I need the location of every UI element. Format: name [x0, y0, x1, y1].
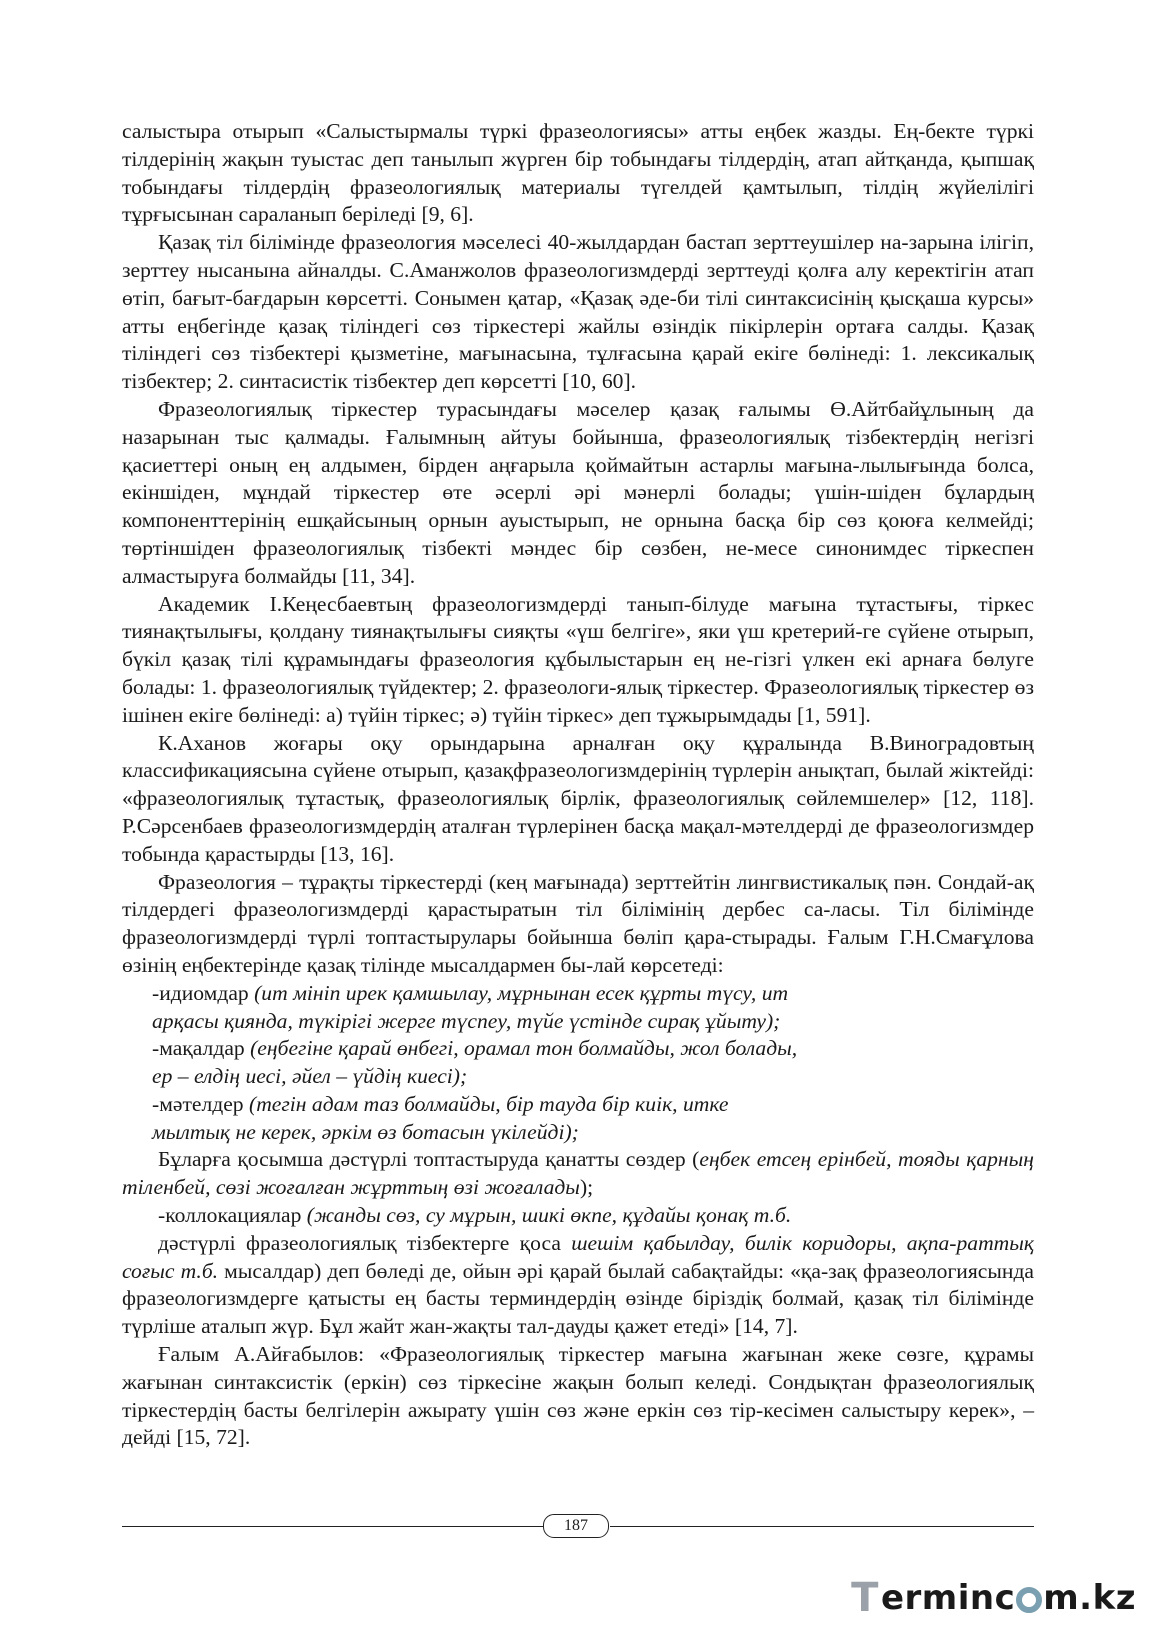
italic-example: (ит мініп ирек қамшылау, мұрнынан есек құрты түсу, ит: [254, 980, 789, 1005]
paragraph: [122, 118, 1034, 229]
watermark-text-3: m.kz: [1043, 1578, 1136, 1618]
paragraph: [122, 396, 1034, 591]
text-run: Академик І.Кеңесбаевтың фразеологизмдерді танып-білуде мағына тұтастығы, тіркес тиянақтылығы, қолдану тиянақтылығы сияқты «үш белгіге», яки үш кретерий-ге сүйене отырып, бүкіл қазақ тілі құрамындағы фразеология құбылыстарын ең не-гізгі үлкен екі арнаға бөлуге болады: 1. фразеологиялық түйдектер; 2. фразеологи-ялық тіркестер. Фразеологиялық тіркестер өз ішінен екіге бөлінеді: а) түйін тіркес; ә) түйін тіркес» деп тұжырымдады [1, 591].: [122, 591, 1034, 727]
watermark-t-letter: T: [851, 1575, 879, 1621]
text-run: салыстыра отырып «Салыстырмалы түркі фразеологиясы» атты еңбек жазды. Ең-бекте түркі тілдерінің жақын туыстас деп танылып жүрген бір тобындағы тілдердің, атап айтқанда, қыпшақ тобындағы тілдердің фразеологиялық материалы түгелдей қамтылып, тілдің жүйелілігі тұрғысынан сараланып беріледі [9, 6].: [122, 119, 1034, 227]
italic-example: арқасы қиянда, түкірігі жерге түспеу, түйе үстінде сирақ ұйыту);: [152, 1008, 781, 1033]
page-number: 187: [543, 1514, 609, 1538]
text-run: Фразеология – тұрақты тіркестерді (кең мағынада) зерттейтін лингвистикалық пән. Сондай-ақ тілдердегі фразеологизмдерді қарастыратын тіл білімінің дербес са-ласы. Тіл білімінде фразеологизмдерді түрлі топтастырулары бойынша бөліп қара-стырады. Ғалым Г.Н.Смағұлова өзінің еңбектерінде қазақ тілінде мысалдармен бы-лай көрсетеді:: [122, 869, 1034, 977]
paragraph: [122, 1202, 1034, 1230]
body-text: [122, 118, 1034, 1452]
italic-example: (тегін адам таз болмайды, бір тауда бір киік, итке: [249, 1091, 729, 1116]
text-run: -мақалдар: [152, 1036, 251, 1061]
text-run: );: [579, 1175, 594, 1200]
italic-example: ер – елдің иесі, әйел – үйдің киесі);: [152, 1064, 468, 1089]
paragraph: [122, 229, 1034, 396]
paragraph: [122, 1341, 1034, 1452]
text-run: -идиомдар: [152, 980, 255, 1005]
text-run: мысалдар) деп бөледі де, ойын әрі қарай былай сабақтайды: «қа-зақ фразеологиясында фразеологизмдерге қатысты ең басты терминдердің өзінде біріздіқ болмай, қазақ тіл білімінде түрліше аталып жүр. Бұл жайт жан-жақты тал-дауды қажет етеді» [14, 7].: [122, 1258, 1035, 1339]
italic-example: (жанды сөз, су мұрын, шикі өкпе, құдайы қонақ т.б.: [306, 1203, 792, 1228]
example-line: [122, 1035, 1034, 1063]
footer-rule-right: [610, 1526, 1034, 1527]
example-line: [122, 1063, 1034, 1091]
watermark-text-1: ermin: [880, 1578, 995, 1618]
text-run: Ғалым А.Айғабылов: «Фразеологиялық тіркестер мағына жағынан жеке сөзге, құрамы жағынан синтаксистік (еркін) сөз тіркесіне жақын болып келеді. Сондықтан фразеологиялық тіркестердің басты белгілерін ажырату үшін сөз және еркін сөз тір-кесімен салыстыру керек», – дейді [15, 72].: [122, 1342, 1034, 1450]
italic-example: шешім қабылдау, билік коридоры, ақпа-раттық соғыс т.б.: [122, 1230, 1034, 1283]
paragraph: [122, 730, 1034, 869]
text-run: дәстүрлі фразеологиялық тізбектерге қоса: [158, 1230, 572, 1255]
paragraph: [122, 1230, 1034, 1341]
text-run: Бұларға қосымша дәстүрлі топтастыруда қанатты сөздер (: [158, 1147, 700, 1172]
example-line: [122, 1119, 1034, 1147]
paragraph: [122, 869, 1034, 980]
text-run: К.Аханов жоғары оқу орындарына арналған оқу құралында В.Виноградовтың классификациясына сүйене отырып, қазақфразеологизмдерінің түрлерін анықтап, былай жіктейді: «фразеологиялық тұтастық, фразеологиялық бірлік, фразеологиялық сөйлемшелер» [12, 118]. Р.Сәрсенбаев фразеологизмдердің аталған түрлерінен басқа мақал-мәтелдерді де фразеологизмдер тобында қарастырды [13, 16].: [122, 730, 1034, 866]
italic-example: еңбек етсең ерінбей, тояды қарның тіленбей, сөзі жоғалған жұрттың өзі жоғалады: [122, 1147, 1034, 1200]
termincom-watermark-logo: [851, 1575, 1136, 1621]
footer-rule-left: [122, 1526, 543, 1527]
text-run: Қазақ тіл білімінде фразеология мәселесі 40-жылдардан бастап зерттеушілер на-зарына ілігіп, зерттеу нысанына айналды. С.Аманжолов фразеологизмдерді зерттеуді қолға алу керектігін атап өтіп, бағыт-бағдарын көрсетті. Сонымен қатар, «Қазақ әде-би тілі синтаксисінің қысқаша курсы» атты еңбегінде қазақ тіліндегі сөз тіркестері жайлы өзіндік пікірлерін ортаға салды. Қазақ тіліндегі сөз тізбектері қызметіне, мағынасына, тұлғасына қарай екіге бөлінеді: 1. лексикалық тізбектер; 2. синтасистік тізбектер деп көрсетті [10, 60].: [122, 230, 1034, 394]
watermark-o-ring-icon: [1016, 1587, 1042, 1613]
example-line: [122, 1008, 1034, 1036]
paragraph: [122, 591, 1034, 730]
text-run: -мәтелдер: [152, 1091, 250, 1116]
text-run: -коллокациялар: [158, 1203, 307, 1228]
text-run: Фразеологиялық тіркестер турасындағы мәселер қазақ ғалымы Ө.Айтбайұлының да назарынан тыс қалмады. Ғалымның айтуы бойынша, фразеологиялық тізбектердің негізгі қасиеттері оның ең алдымен, бірден аңғарыла қоймайтын астарлы мағына-лылығында болса, екіншіден, мұндай тіркестер өте әсерлі әрі мәнерлі болады; үшін-шіден бұлардың компоненттерінің ешқайсының орнын ауыстырып, не орнына басқа бір сөз қоюға келмейді; төртіншіден фразеологиялық тізбекті мәндес бір сөзбен, не-месе синонимдес тіркеспен алмастыруға болмайды [11, 34].: [122, 396, 1034, 588]
example-line: [122, 1091, 1034, 1119]
italic-example: мылтық не керек, әркім өз ботасын үкілейді);: [152, 1119, 579, 1144]
italic-example: (еңбегіне қарай өнбегі, орамал тон болмайды, жол болады,: [250, 1036, 798, 1061]
example-line: [122, 980, 1034, 1008]
paragraph: [122, 1146, 1034, 1202]
watermark-text-2: c: [994, 1578, 1016, 1618]
